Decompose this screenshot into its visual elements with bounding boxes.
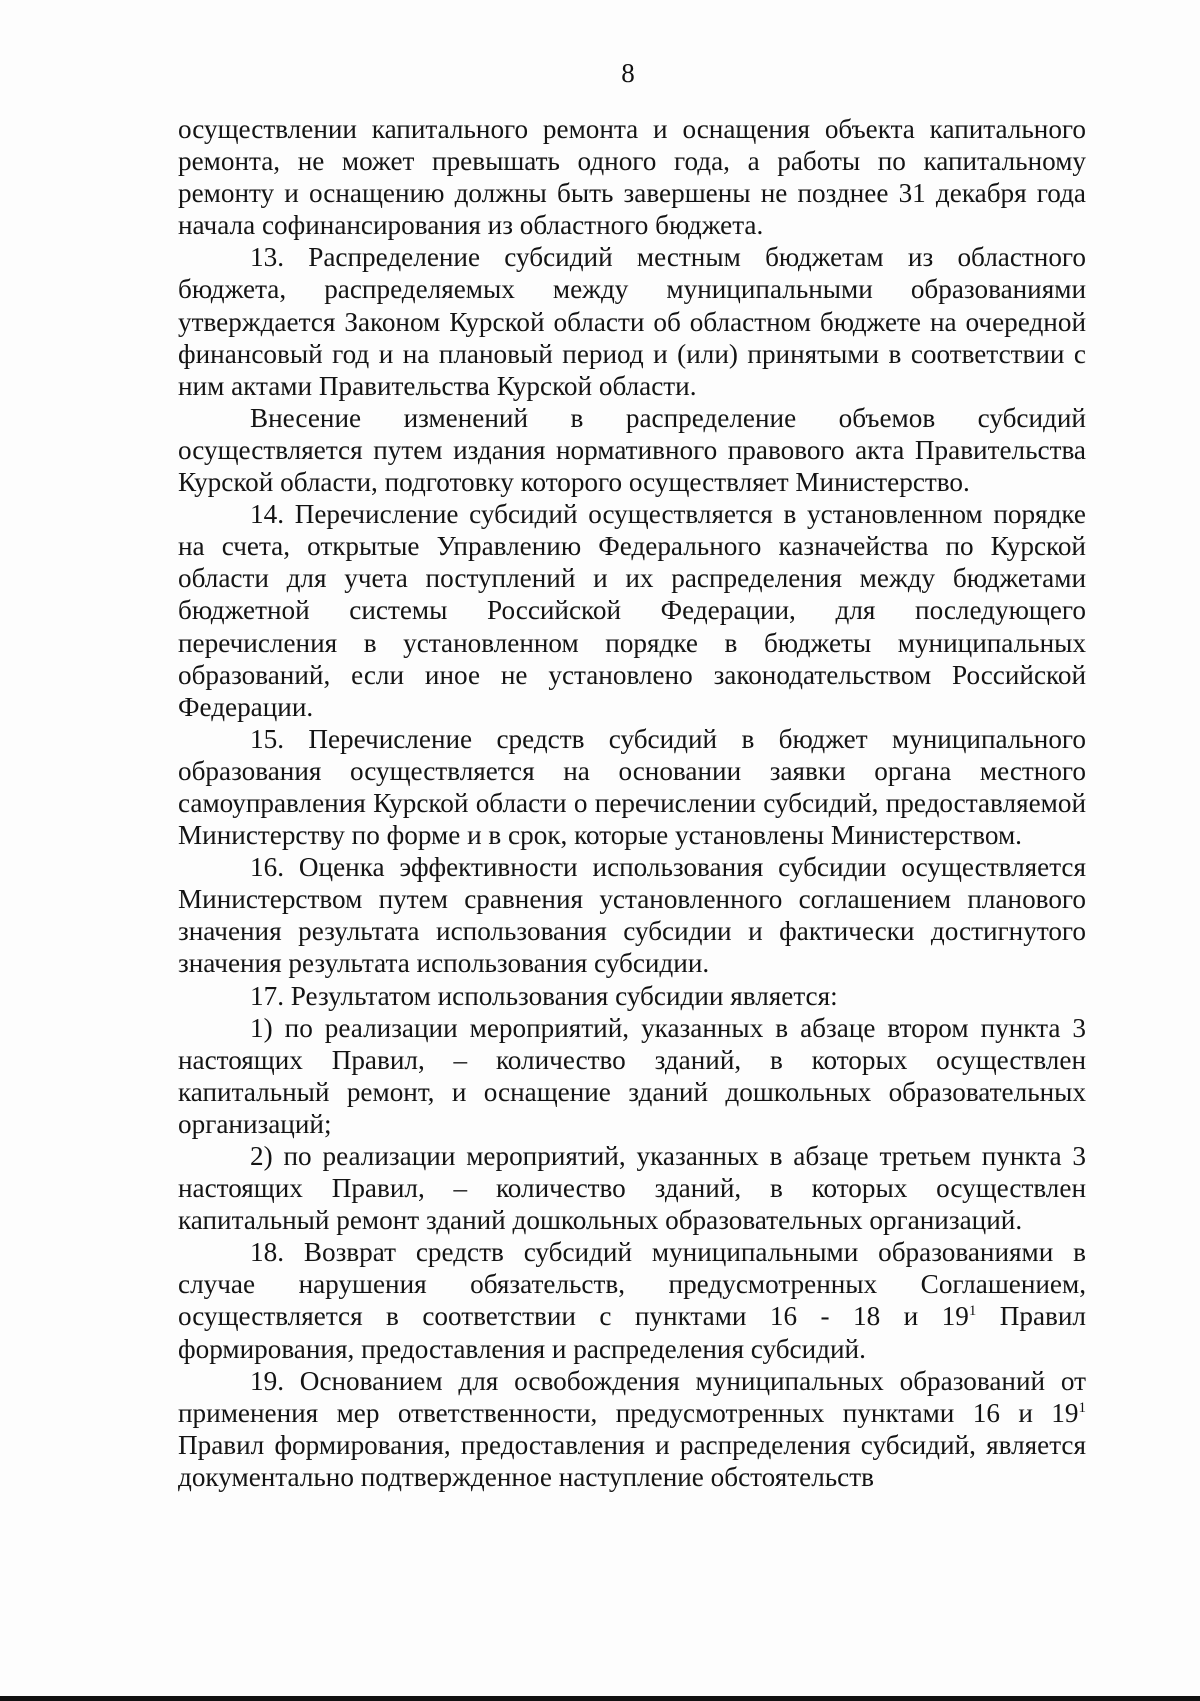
paragraph-19-text-end: Правил формирования, предоставления и распределения субсидий, является документально подтвержденное наступление обстоятельств (178, 1429, 1086, 1492)
paragraph-17: 17. Результатом использования субсидии является: (250, 980, 838, 1011)
paragraph-19-text-start: 19. Основанием для освобождения муниципальных образований от применения мер ответственности, предусмотренных пунктами 16 и 19 (178, 1365, 1086, 1428)
paragraph-18 (178, 1236, 1086, 1364)
document-body (178, 113, 1086, 1493)
paragraph-14: 14. Перечисление субсидий осуществляется в установленном порядке на счета, открытые Управлению Федерального казначейства по Курской области для учета поступлений и их распределения между бюджетами бюджетной системы Российской Федерации, для последующего перечисления в установленном порядке в бюджеты муниципальных образований, если иное не установлено законодательством Российской Федерации. (178, 499, 1086, 722)
paragraph-17-item-1: 1) по реализации мероприятий, указанных в абзаце втором пункта 3 настоящих Правил, – количество зданий, в которых осуществлен капитальный ремонт, и оснащение зданий дошкольных образовательных организаций; (178, 1012, 1086, 1139)
paragraph-18-text-start: 18. Возврат средств субсидий муниципальными образованиями в случае нарушения обязательств, предусмотренных Соглашением, осуществляется в соответствии с пунктами 16 - 18 и 19 (178, 1237, 1086, 1332)
paragraph-continuation: осуществлении капитального ремонта и оснащения объекта капитального ремонта, не может превышать одного года, а работы по капитальному ремонту и оснащению должны быть завершены не позднее 31 декабря года начала софинансирования из областного бюджета. (178, 114, 1086, 241)
paragraph-19 (178, 1365, 1086, 1493)
paragraph-13-amendment: Внесение изменений в распределение объемов субсидий осуществляется путем издания нормативного правового акта Правительства Курской области, подготовку которого осуществляет Министерство. (178, 402, 1086, 498)
scan-bottom-edge (0, 1696, 1200, 1701)
page-number: 8 (621, 58, 635, 88)
paragraph-16: 16. Оценка эффективности использования субсидии осуществляется Министерством путем сравнения установленного соглашением планового значения результата использования субсидии и фактически достигнутого значения результата использования субсидии. (178, 852, 1086, 979)
paragraph-18-text-end: Правил формирования, предоставления и распределения субсидий. (178, 1301, 1086, 1364)
paragraph-15: 15. Перечисление средств субсидий в бюджет муниципального образования осуществляется на основании заявки органа местного самоуправления Курской области о перечислении субсидий, предоставляемой Министерству по форме и в срок, которые установлены Министерством. (178, 723, 1086, 851)
paragraph-18-superscript: 1 (968, 1303, 977, 1320)
paragraph-17-item-2: 2) по реализации мероприятий, указанных в абзаце третьем пункта 3 настоящих Правил, – количество зданий, в которых осуществлен капитальный ремонт зданий дошкольных образовательных организаций. (178, 1141, 1086, 1236)
paragraph-19-superscript: 1 (1078, 1399, 1086, 1416)
paragraph-13: 13. Распределение субсидий местным бюджетам из областного бюджета, распределяемых между муниципальными образованиями утверждается Законом Курской области об областном бюджете на очередной финансовый год и на плановый период и (или) принятыми в соответствии с ним актами Правительства Курской области. (178, 242, 1086, 401)
